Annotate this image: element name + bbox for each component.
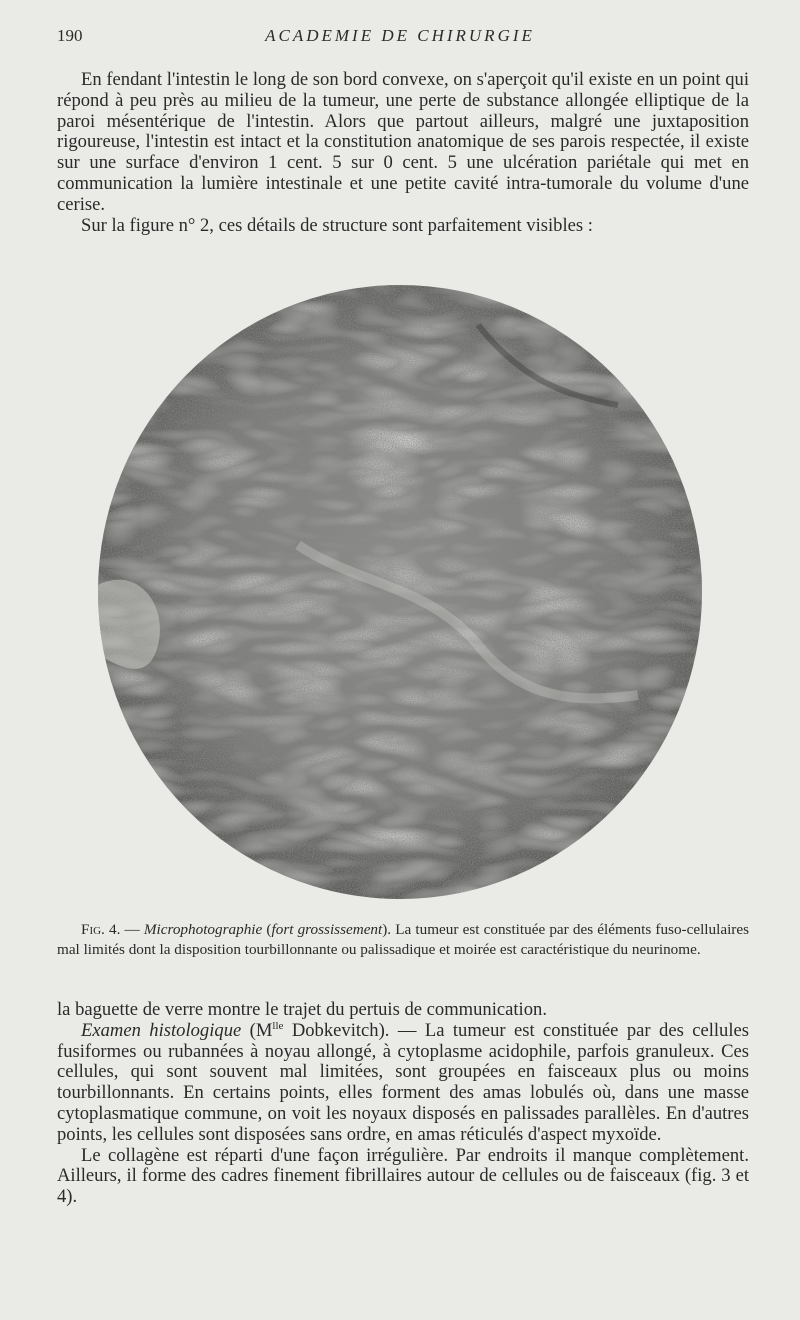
body-text-top — [57, 70, 749, 236]
micrograph-figure — [98, 285, 702, 899]
caption-dash: — — [120, 921, 144, 938]
figure-caption — [57, 920, 749, 959]
paragraph: Sur la figure n° 2, ces détails de structure sont parfaitement visibles : — [81, 214, 593, 236]
micrograph-image — [98, 285, 702, 899]
caption-title: Microphotographie — [143, 921, 263, 938]
page-number: 190 — [57, 26, 83, 45]
running-head: ACADEMIE DE CHIRURGIE — [265, 26, 535, 45]
page-header — [57, 26, 743, 48]
paragraph — [57, 1021, 749, 1146]
text-run: Dobkevitch). — La tumeur est constituée par des cellules fusiformes ou rubannées à noyau allongé, à cytoplasme acidophile, parfois granuleux. Ces cellules, qui sont souvent mal limitées, sont groupées en faisceaux plus ou moins tourbillonnants. En certains points, elles forment des amas lobulés où, dans une masse cytoplasmatique commune, on voit les noyaux disposés en palissades parallèles. En d'autres points, les cellules sont disposées sans ordre, en amas réticulés d'aspect myxoïde. — [57, 1019, 750, 1145]
caption-close: ). — [382, 921, 396, 938]
paragraph: Le collagène est réparti d'une façon irrégulière. Par endroits il manque complètement. Ailleurs, il forme des cadres finement fibrillaires autour de cellules ou de faisceaux (fig. 3 et 4). — [57, 1144, 749, 1208]
caption-label: Fig. 4. — [81, 921, 121, 938]
paragraph: la baguette de verre montre le trajet du pertuis de communication. — [57, 999, 547, 1020]
section-title: Examen histologique — [81, 1019, 242, 1041]
caption-text: La tumeur est constituée par des éléments fuso-cellulaires mal limités dont la disposition tourbillonnante ou palissadique et moirée est caractéristique du neurinome. — [57, 921, 750, 958]
text-run: (M — [241, 1019, 273, 1041]
paragraph: En fendant l'intestin le long de son bord convexe, on s'aperçoit qu'il existe en un point qui répond à peu près au milieu de la tumeur, une perte de substance allongée elliptique de la paroi mésentérique de l'intestin. Alors que partout ailleurs, malgré une juxtaposition rigoureuse, l'intestin est intact et la constitution anatomique de ses parois respectée, il existe sur une surface d'environ 1 cent. 5 sur 0 cent. 5 une ulcération pariétale qui met en communication la lumière intestinale et une petite cavité intra-tumorale du volume d'une cerise. — [57, 69, 749, 215]
caption-paren: fort grossissement — [271, 921, 383, 938]
superscript: lle — [272, 1019, 284, 1032]
caption-open: ( — [262, 921, 272, 938]
body-text-bottom — [57, 1000, 749, 1208]
